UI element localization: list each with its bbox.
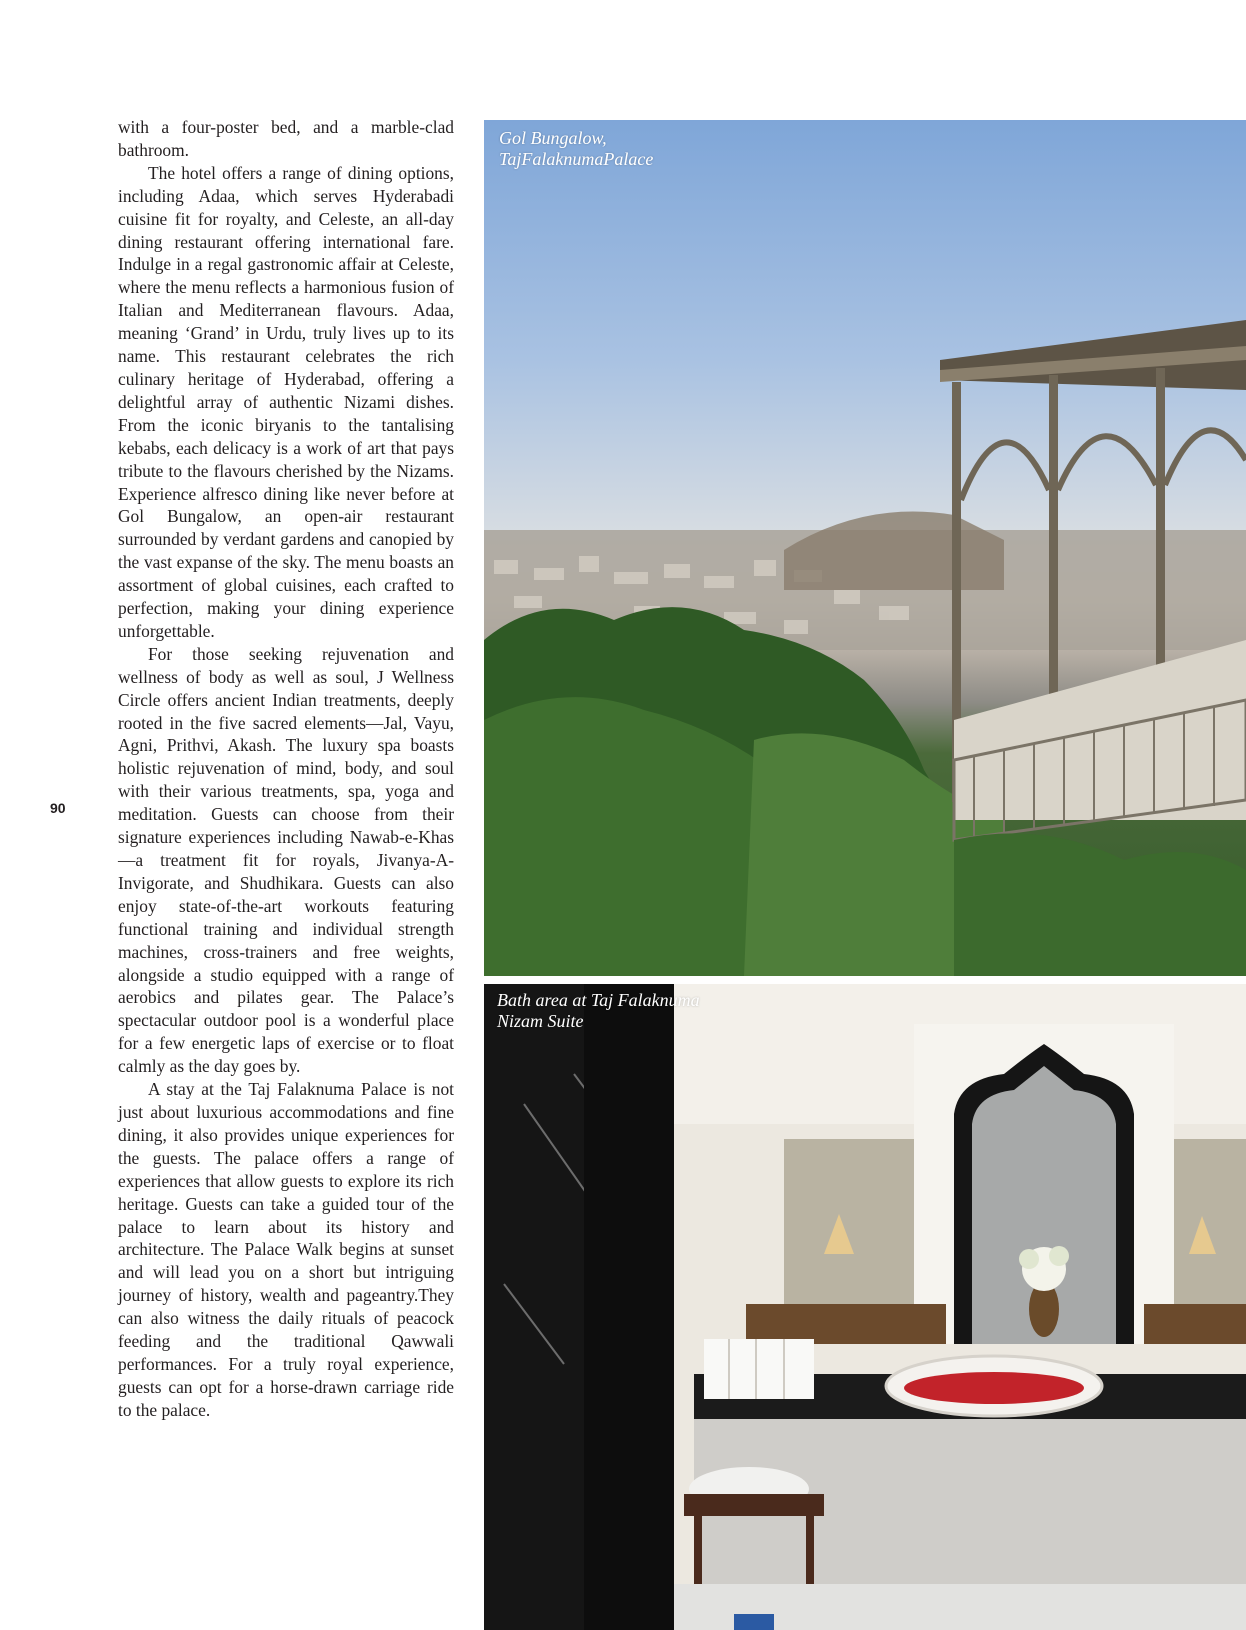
bottom-photo-caption [497,990,700,1032]
body-paragraph: For those seeking rejuvenation and wellness of body as well as soul, J Wellness Circle offers ancient Indian treatments, deeply rooted in the five sacred elements—Jal, Vayu, Agni, Prithvi, Akash. The luxury spa boasts holistic rejuvenation of mind, body, and soul with their various treatments, spa, yoga and meditation. Guests can choose from their signature experiences including Nawab-e-Khas—a treatment fit for royals, Jivanya-A-Invigorate, and Shudhikara. Guests can also enjoy state-of-the-art workouts featuring functional training and individual strength machines, cross-trainers and free weights, alongside a studio equipped with a range of aerobics and pilates gear. The Palace’s spectacular outdoor pool is a wonderful place for a few energetic laps of exercise or to float calmly as the day goes by. [118,643,454,1077]
body-paragraph: The hotel offers a range of dining options, including Adaa, which serves Hyderabadi cuisine fit for royalty, and Celeste, an all-day dining restaurant offering international fare. Indulge in a regal gastronomic affair at Celeste, where the menu reflects a harmonious fusion of Italian and Mediterranean flavours. Adaa, meaning ‘Grand’ in Urdu, truly lives up to its name. This restaurant celebrates the rich culinary heritage of Hyderabad, offering a delightful array of authentic Nizami dishes. From the iconic biryanis to the tantalising kebabs, each delicacy is a work of art that pays tribute to the flavours cherished by the Nizams. Experience alfresco dining like never before at Gol Bungalow, an open-air restaurant surrounded by verdant gardens and canopied by the vast expanse of the sky. The menu boasts an assortment of global cuisines, each crafted to perfection, making your dining experience unforgettable. [118,162,454,641]
top-photo-caption [499,128,653,170]
article-body [118,116,454,1422]
caption-line: TajFalaknumaPalace [499,149,654,169]
gol-bungalow-illustration [484,120,1246,976]
body-paragraph: A stay at the Taj Falaknuma Palace is not just about luxurious accommodations and fine dining, it also provides unique experiences for the guests. The palace offers a range of experiences that allow guests to explore its rich heritage. Guests can take a guided tour of the palace to learn about its history and architecture. The Palace Walk begins at sunset and will lead you on a short but intriguing journey of history, wealth and pageantry.They can also witness the daily rituals of peacock feeding and the traditional Qawwali performances. For a truly royal experience, guests can opt for a horse-drawn carriage ride to the palace. [118,1079,454,1420]
gol-bungalow-photo [484,120,1246,976]
page-number: 90 [50,800,66,816]
caption-line: Bath area at Taj Falaknuma [497,990,700,1010]
caption-line: Gol Bungalow, [499,128,607,148]
bath-area-photo [484,984,1246,1630]
caption-line: Nizam Suite [497,1011,584,1031]
bath-area-illustration [484,984,1246,1630]
body-paragraph: with a four-poster bed, and a marble-clad bathroom. [118,117,454,160]
